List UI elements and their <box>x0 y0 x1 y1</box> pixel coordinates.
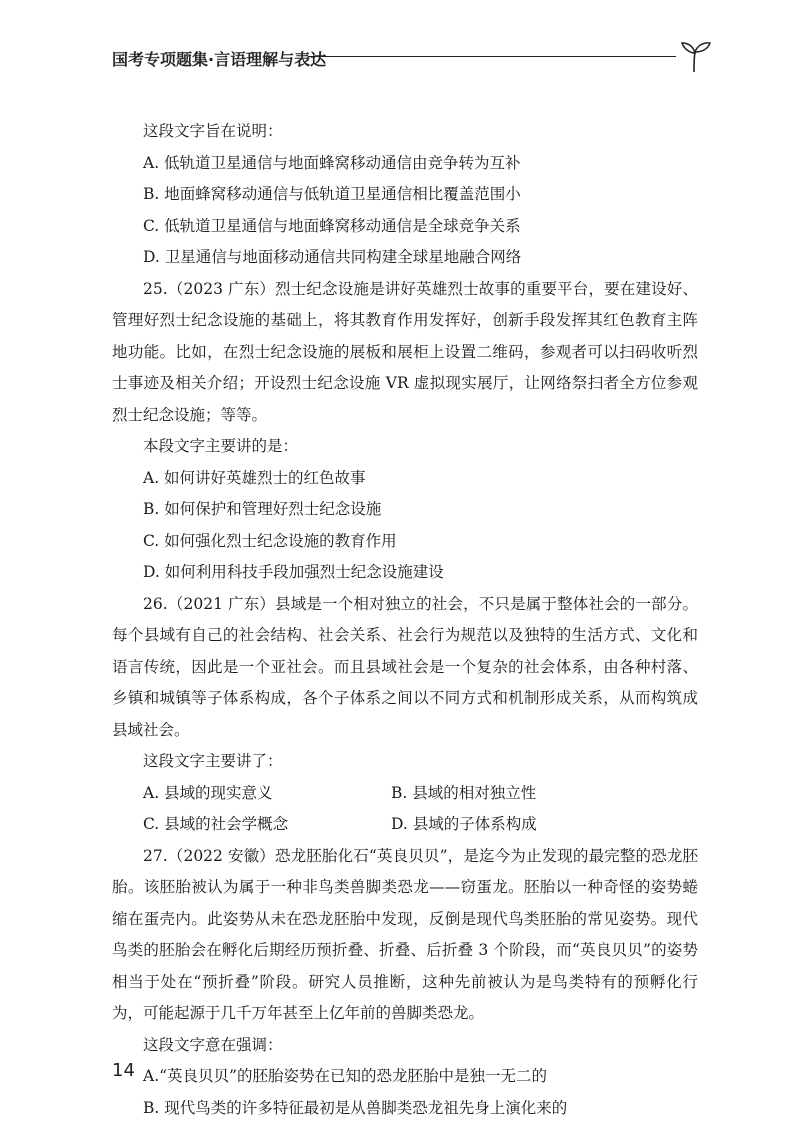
question-25 <box>112 274 698 589</box>
question-stem: 本段文字主要讲的是： <box>143 437 299 455</box>
header-title: 国考专项题集·言语理解与表达 <box>112 50 327 69</box>
page-header <box>112 40 712 80</box>
option-a: A. 县域的现实意义 <box>143 783 273 802</box>
option-c: C. 低轨道卫星通信与地面蜂窝移动通信是全球竞争关系 <box>143 216 521 235</box>
question-27 <box>112 841 698 1125</box>
question-stem: 这段文字意在强调： <box>143 1035 283 1054</box>
option-a: A. 低轨道卫星通信与地面蜂窝移动通信由竞争转为互补 <box>143 153 521 172</box>
question-26 <box>112 589 698 841</box>
page-number: 14 <box>112 1060 135 1081</box>
question-24-tail <box>112 116 698 274</box>
question-passage: 27.（2022 安徽）恐龙胚胎化石“英良贝贝”，是迄今为止发现的最完整的恐龙胚胎。该胚胎被认为属于一种非鸟类兽脚类恐龙——窃蛋龙。胚胎以一种奇怪的姿势蜷缩在蛋壳内。此姿势从未在恐龙胚胎中发现，反倒是现代鸟类胚胎的常见姿势。现代鸟类的胚胎会在孵化后期经历预折叠、折叠、后折叠 3 个阶段，而“英良贝贝”的姿势相当于处在“预折叠”阶段。研究人员推断，这种先前被认为是鸟类特有的预孵化行为，可能起源于几千万年甚至上亿年前的兽脚类恐龙。 <box>112 846 698 1022</box>
option-c: C. 如何强化烈士纪念设施的教育作用 <box>143 531 397 550</box>
question-passage: 25.（2023 广东）烈士纪念设施是讲好英雄烈士故事的重要平台，要在建设好、管理好烈士纪念设施的基础上，将其教育作用发挥好，创新手段发挥其红色教育主阵地功能。比如，在烈士纪念设施的展板和展柜上设置二维码，参观者可以扫码收听烈士事迹及相关介绍；开设烈士纪念设施 VR 虚拟现实展厅，让网络祭扫者全方位参观烈士纪念设施；等等。 <box>112 279 698 424</box>
question-stem: 这段文字旨在说明： <box>143 122 283 140</box>
option-b: B. 县域的相对独立性 <box>391 783 537 802</box>
option-d: D. 卫星通信与地面移动通信共同构建全球星地融合网络 <box>143 248 522 266</box>
question-passage: 26.（2021 广东）县域是一个相对独立的社会，不只是属于整体社会的一部分。每个县域有自己的社会结构、社会关系、社会行为规范以及独特的生活方式、文化和语言传统，因此是一个亚社会。而且县域社会是一个复杂的社会体系，由各种村落、乡镇和城镇等子体系构成，各个子体系之间以不同方式和机制形成关系，从而构筑成县域社会。 <box>112 594 698 739</box>
page-content <box>112 116 698 1124</box>
option-d: D. 如何利用科技手段加强烈士纪念设施建设 <box>143 563 444 581</box>
option-b: B. 现代鸟类的许多特征最初是从兽脚类恐龙祖先身上演化来的 <box>143 1098 568 1117</box>
option-b: B. 地面蜂窝移动通信与低轨道卫星通信相比覆盖范围小 <box>143 185 521 203</box>
option-d: D. 县域的子体系构成 <box>391 815 537 833</box>
sprout-icon <box>678 40 712 74</box>
option-a: A.“英良贝贝”的胚胎姿势在已知的恐龙胚胎中是独一无二的 <box>143 1067 547 1085</box>
options-row <box>112 778 698 810</box>
option-b: B. 如何保护和管理好烈士纪念设施 <box>143 500 382 518</box>
header-rule <box>308 56 676 57</box>
option-a: A. 如何讲好英雄烈士的红色故事 <box>143 468 366 487</box>
option-c: C. 县域的社会学概念 <box>143 815 289 833</box>
options-row <box>112 809 698 841</box>
question-stem: 这段文字主要讲了： <box>143 752 283 770</box>
